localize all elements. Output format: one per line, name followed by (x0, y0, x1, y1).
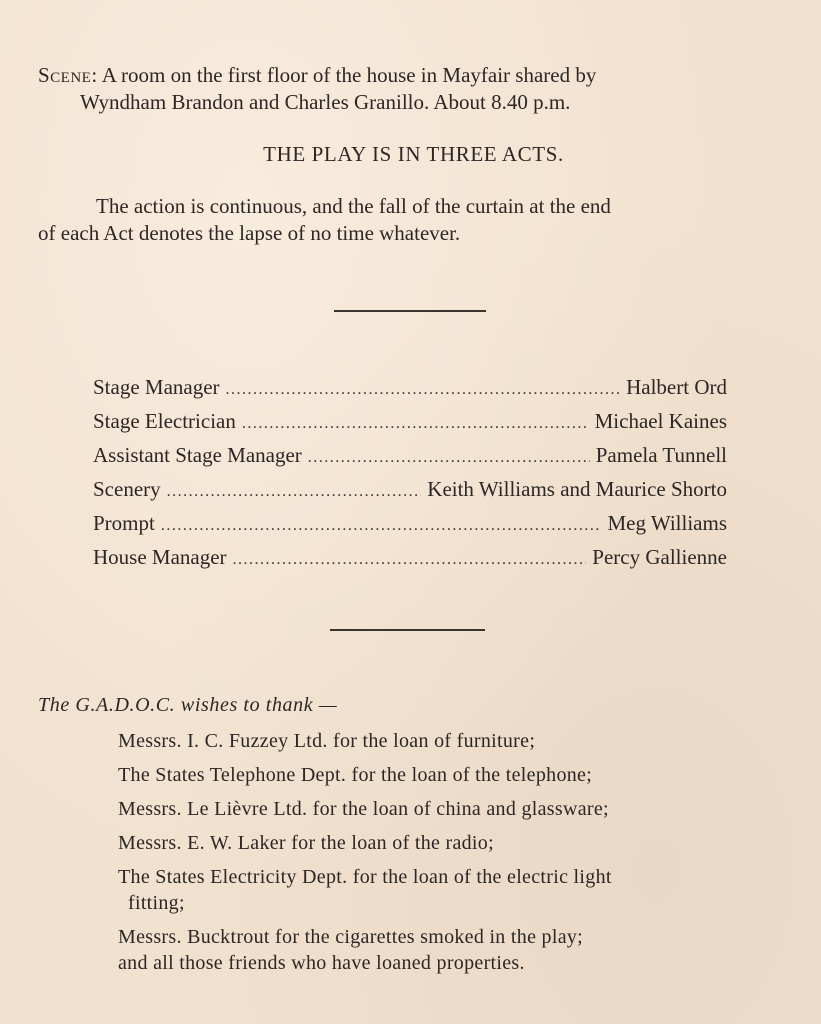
acknowledgement-text: Messrs. Bucktrout for the cigarettes smoked in the play; (118, 926, 584, 948)
crew-name: Meg Williams (607, 511, 727, 535)
action-note (38, 193, 783, 247)
dot-leader (242, 407, 589, 441)
crew-row-prompt (93, 506, 727, 540)
crew-name: Halbert Ord (626, 375, 727, 399)
section-divider-1 (334, 310, 486, 312)
scene-line-1 (38, 62, 783, 89)
crew-name: Percy Gallienne (592, 545, 727, 569)
acknowledgement-text: Messrs. E. W. Laker for the loan of the radio; (118, 832, 494, 854)
scene-label: Scene: (38, 63, 98, 87)
crew-name: Keith Williams and Maurice Shorto (427, 477, 727, 501)
acknowledgement-text: and all those friends who have loaned properties. (118, 952, 525, 974)
crew-name: Michael Kaines (594, 409, 727, 433)
acknowledgement-text: The States Telephone Dept. for the loan of the telephone; (118, 764, 593, 786)
crew-role: Stage Electrician (93, 409, 236, 433)
scene-text-1: A room on the first floor of the house in Mayfair shared by (97, 63, 597, 87)
dot-leader (161, 509, 602, 543)
acknowledgements-heading: The G.A.D.O.C. wishes to thank — (38, 694, 338, 716)
acknowledgement-item (118, 830, 788, 856)
acknowledgement-item (118, 864, 788, 916)
crew-role: Prompt (93, 511, 155, 535)
acknowledgements-list (118, 728, 788, 976)
dot-leader (226, 373, 621, 407)
acknowledgement-text: The States Electricity Dept. for the loan of the electric light (118, 866, 612, 888)
acknowledgement-item (118, 796, 788, 822)
scene-line-2: Wyndham Brandon and Charles Granillo. About 8.40 p.m. (80, 90, 571, 114)
scene-description (38, 62, 783, 116)
acknowledgement-text: Messrs. I. C. Fuzzey Ltd. for the loan of furniture; (118, 730, 536, 752)
crew-name: Pamela Tunnell (595, 443, 727, 467)
acts-heading: THE PLAY IS IN THREE ACTS. (263, 142, 564, 166)
crew-role: Assistant Stage Manager (93, 443, 302, 467)
crew-role: Stage Manager (93, 375, 220, 399)
crew-row-stage-electrician (93, 404, 727, 438)
crew-role: Scenery (93, 477, 161, 501)
action-note-line-2: of each Act denotes the lapse of no time whatever. (38, 221, 461, 245)
crew-row-assistant-stage-manager (93, 438, 727, 472)
acknowledgement-item (118, 728, 788, 754)
crew-list (93, 370, 727, 574)
dot-leader (308, 441, 590, 475)
acknowledgement-text: Messrs. Le Lièvre Ltd. for the loan of china and glassware; (118, 798, 609, 820)
section-divider-2 (330, 629, 485, 631)
dot-leader (233, 543, 587, 577)
dot-leader (167, 475, 422, 509)
crew-row-house-manager (93, 540, 727, 574)
crew-role: House Manager (93, 545, 227, 569)
acknowledgement-item (118, 950, 788, 976)
crew-row-stage-manager (93, 370, 727, 404)
action-note-line-1: The action is continuous, and the fall of the curtain at the end (96, 194, 611, 218)
crew-row-scenery (93, 472, 727, 506)
acknowledgement-item (118, 924, 788, 950)
acknowledgement-text-continued: fitting; (128, 892, 185, 914)
acknowledgement-item (118, 762, 788, 788)
